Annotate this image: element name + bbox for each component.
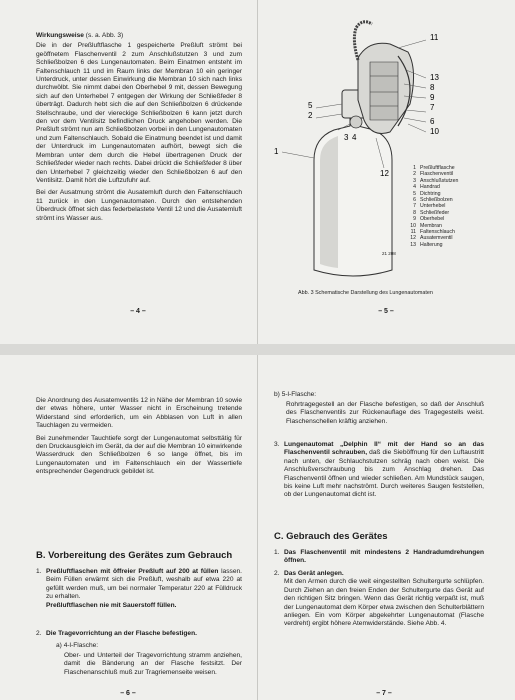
legend-row: 7 Unterhebel bbox=[413, 203, 446, 210]
label-3: 3 bbox=[344, 133, 349, 142]
page-5 bbox=[258, 0, 515, 344]
subitem-a-label: a) 4-l-Flasche: bbox=[56, 642, 99, 649]
list-item-3: 3. Lungenautomat „Delphin II“ mit der Hand so an das Flaschenventil schrauben, daß die Sieböffnung für den Luftaustritt nach unten, der Schlauchstutzen schräg nach oben weist. Die Anschlußverschraubung bis zum Anschlag drehen. Das Flaschenventil öffnen und wieder schließen. Am Mundstück saugen, bis keine Luft mehr nachströmt. Durch weiteres Saugen feststellen, ob der Lungenautomat dicht ist. bbox=[274, 441, 484, 499]
figure-legend bbox=[406, 165, 458, 248]
paragraph-exhalation: Bei der Ausatmung strömt die Ausatemluft durch den Faltenschlauch 11 zurück in den Lungenautomaten. Durch den entstehenden Überdruck öffnet sich das federbelastete Ventil 12 und die Ausatemluft strömt ins Wasser aus. bbox=[36, 189, 242, 222]
heading-reference: (s. a. Abb. 3) bbox=[85, 32, 124, 39]
spread-separator bbox=[0, 344, 515, 355]
legend-row: 4 Handrad bbox=[413, 184, 440, 191]
section-title: B. Vorbereitung des Gerätes zum Gebrauch bbox=[36, 550, 233, 561]
label-8: 8 bbox=[430, 83, 435, 92]
subitem-b-label: b) 5-l-Flasche: bbox=[274, 391, 317, 398]
label-13: 13 bbox=[430, 73, 439, 82]
label-10: 10 bbox=[430, 127, 439, 136]
paragraph-pressure-balance: Bei zunehmender Tauchtiefe sorgt der Lungenautomat selbsttätig für den Druckausgleich im Gerät, da der auf die Membran 10 einwirkende Wasserdruck den Schließbolzen 6 so lange öffnet, bis im Lungenautomaten und im Faltenschlauch ein der Wassertiefe entsprechender Gegendruck gebildet ist. bbox=[36, 434, 242, 476]
page-4-text bbox=[36, 32, 242, 227]
page-6 bbox=[0, 355, 257, 700]
label-2: 2 bbox=[308, 111, 313, 120]
label-1: 1 bbox=[274, 147, 279, 156]
subitem-b-text: Rohrtragegestell an der Flasche befestigen, so daß der Anschluß des Flaschenventils zur Rückenauflage des Tragegestells weist. Flaschenschellen kräftig anziehen. bbox=[286, 401, 484, 425]
subitem-a-text: Ober- und Unterteil der Tragevorrichtung stramm anziehen, damit die Bänderung an der Flasche festsitzt. Der Flaschenanschluß muß zur Tragriemenseite weisen. bbox=[64, 652, 242, 676]
label-7: 7 bbox=[430, 103, 435, 112]
label-6: 6 bbox=[430, 117, 435, 126]
list-item-1: 1. Preßluftflaschen mit öffreier Preßluft auf 200 at füllen lassen. Beim Füllen erwärmt sich die Preßluft, weshalb auf etwa 220 at gefüllt werden muß, um bei normaler Temperatur 220 at Fülldruck zu erhalten. Preßluftflaschen nie mit Sauerstoff füllen. bbox=[36, 568, 242, 609]
page-number: – 7 – bbox=[376, 690, 392, 697]
legend-row: 9 Oberhebel bbox=[413, 216, 445, 223]
page-6-text bbox=[36, 397, 242, 481]
list-item-2: 2. Die Tragevorrichtung an der Flasche befestigen. bbox=[36, 630, 197, 637]
label-12: 12 bbox=[380, 169, 389, 178]
handwheel bbox=[350, 116, 362, 128]
legend-row: 10 Membran bbox=[410, 222, 442, 229]
page-4 bbox=[0, 0, 257, 344]
paragraph-exhale-valve: Die Anordnung des Ausatemventils 12 in Nähe der Membran 10 sowie der etwas höhere, unter Wasser nicht in Erscheinung tretende Widerstand sind erforderlich, um ein Abblasen von Luft in allen Tauchlagen zu vermeiden. bbox=[36, 397, 242, 430]
section-title: C. Gebrauch des Gerätes bbox=[274, 531, 388, 542]
legend-row: 2 Flaschenventil bbox=[413, 171, 454, 178]
legend-row: 1 Preßluftflasche bbox=[413, 165, 455, 171]
label-4: 4 bbox=[352, 133, 357, 142]
figure-code: 21 208 bbox=[382, 251, 396, 256]
legend-row: 13 Halterung bbox=[410, 241, 443, 248]
list-item-c1: 1. Das Flaschenventil mit mindestens 2 Handradumdrehungen öffnen. bbox=[274, 549, 484, 565]
section-heading: Wirkungsweise bbox=[36, 32, 84, 39]
page-number: – 5 – bbox=[378, 308, 394, 315]
automat-inner bbox=[370, 62, 398, 120]
label-9: 9 bbox=[430, 93, 435, 102]
figure-caption: Abb. 3 Schematische Darstellung des Lungenautomaten bbox=[298, 290, 433, 296]
legend-row: 3 Anschlußstutzen bbox=[413, 177, 459, 184]
legend-row: 5 Dichtring bbox=[413, 190, 441, 197]
legend-row: 8 Schließfeder bbox=[413, 209, 450, 216]
page-7 bbox=[258, 355, 515, 700]
label-5: 5 bbox=[308, 101, 313, 110]
label-11: 11 bbox=[430, 33, 439, 42]
paragraph-mechanism: Die in der Preßluftflasche 1 gespeicherte Preßluft strömt bei geöffnetem Flaschenventil 2 zum Anschlußstutzen 3 und zum Schließbolzen 6 des Lungenautomaten. Beim Einatmen entsteht im Faltenschlauch 11 und im Raum links der Membran 10 ein geringer Unterdruck, unter dessen Einwirkung die Membran 10 sich nach links durchwölbt. Sie nimmt dabei den Oberhebel 9 mit, dessen Bewegung sich auf den Unterhebel 7 entgegen der Wirkung der Schließfeder 8 überträgt. Dadurch hebt sich die auf den Schließbolzen 6 drückende Stellschraube, und der viereckige Schließbolzen 6 kann jetzt durch den vor dem Ventilsitz befindlichen Druck angehoben werden. Die Preßluft strömt nun am Schließbolzen vorbei in den Lungenautomaten und zum Faltenschlauch. Sobald die Einatmung beendet ist und damit der Unterdruck im Lungenautomaten aufhört, bewegt sich die Membran unter dem durch die Hebel übertragenen Druck der Schließfeder wieder nach rechts. Dabei drückt die Schließfeder 8 über den Unterhebel 7 gleichzeitig wieder den Schließbolzen 6 auf den Ventilsitz. Damit hört die Luftzufuhr auf. bbox=[36, 42, 242, 184]
legend-row: 11 Faltenschlauch bbox=[410, 229, 455, 236]
cylinder-shading bbox=[320, 136, 338, 268]
page-number: – 4 – bbox=[130, 308, 146, 315]
legend-row: 12 Ausatemventil bbox=[410, 235, 453, 242]
list-item-c2: 2. Das Gerät anlegen. Mit den Armen durch die weit eingestellten Schultergurte schlüpfen. Durch Ziehen an den freien Enden der Schultergurte das Gerät auf den richtigen Sitz bringen. Wenn das Gerät richtig verpaßt ist, muß der Lungenautomat dem Körper etwa zwischen den Schulterblättern anliegen. Ein vom Körper abgekehrter Lungenautomat (Flasche verdreht) ergibt höhere Atemwiderstände. Siehe Abb. 4. bbox=[274, 570, 484, 628]
page-number: – 6 – bbox=[120, 690, 136, 697]
legend-row: 6 Schließbolzen bbox=[413, 197, 453, 204]
